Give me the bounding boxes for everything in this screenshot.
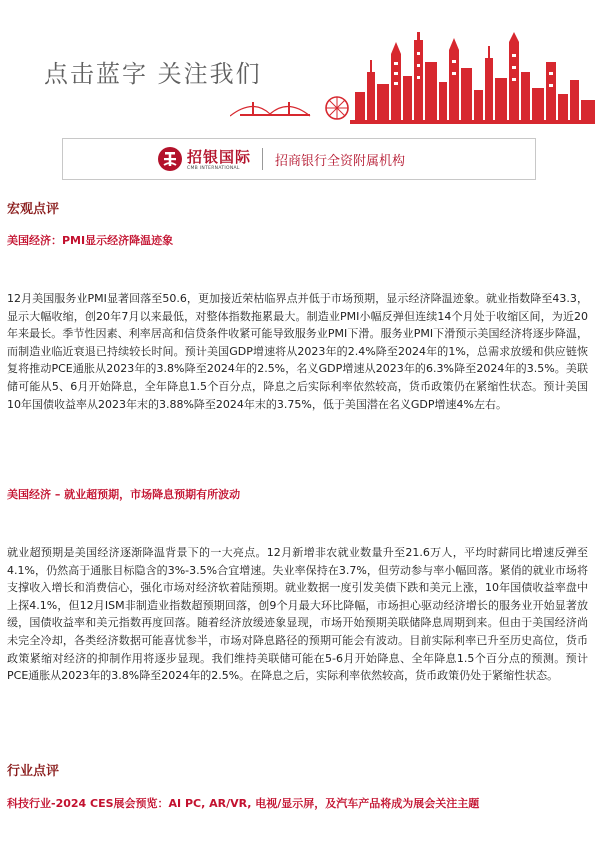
section-title-macro: 宏观点评: [7, 202, 60, 217]
brand-logo-box: [62, 138, 536, 180]
banner-slogan[interactable]: 点击蓝字 关注我们: [44, 60, 262, 88]
article-headline-pmi[interactable]: 美国经济：PMI显示经济降温迹象: [7, 234, 174, 247]
city-skyline-illustration: [230, 32, 595, 128]
logo-tagline: 招商银行全资附属机构: [275, 154, 406, 169]
section-title-industry: 行业点评: [7, 764, 60, 779]
logo-name-en: CMB INTERNATIONAL: [187, 166, 240, 171]
article-headline-ces[interactable]: 科技行业-2024 CES展会预览：AI PC, AR/VR, 电视/显示屏，及汽车产品将成为展会关注主题: [7, 797, 480, 810]
header-banner: [0, 0, 595, 128]
article-body-pmi: 12月美国服务业PMI显著回落至50.6，更加接近荣枯临界点并低于市场预期，显示经济降温迹象。就业指数降至43.3，显示大幅收缩，创20年7月以来最低，对整体指数拖累最大。制造业PMI小幅反弹但连续14个月处于收缩区间，为近20年来最长。季节性因素、利率居高和信贷条件收紧可能导致服务业PMI下滑。服务业PMI下滑预示美国经济将逐步降温，而制造业临近衰退已持续较长时间。预计美国GDP增速将从2023年的2.4%降至2024年的1%，总需求放缓和供应链恢复将推动PCE通胀从2023年的3.8%降至2024年的2.5%，名义GDP增速从2023年的6.3%降至2024年的3.5%。美联储可能从5、6月开始降息，全年降息1.5个百分点，降息之后实际利率依然较高，货币政策仍在紧缩性状态。预计美国10年国债收益率从2023年末的3.88%降至2024年末的3.75%，低于美国潜在名义GDP增速4%左右。: [7, 292, 588, 411]
logo-name-cn: 招银国际: [187, 148, 252, 166]
logo-divider: [262, 148, 263, 170]
article-headline-employment[interactable]: 美国经济 – 就业超预期，市场降息预期有所波动: [7, 488, 241, 501]
cmb-emblem-icon: [157, 146, 183, 172]
article-body-employment: 就业超预期是美国经济逐渐降温背景下的一大亮点。12月新增非农就业数量升至21.6万人，平均时薪同比增速反弹至4.1%，仍然高于通胀目标隐含的3%-3.5%合宜增速。失业率保持在3.7%，但劳动参与率小幅回落。紧俏的就业市场将支撑收入增长和消费信心，强化市场对经济软着陆预期。就业数据一度引发美债下跌和美元上涨，10年国债收益率盘中上探4.1%，但12月ISM非制造业指数超预期回落，创9个月最大环比降幅，市场担心驱动经济增长的服务业开始显著放缓，国债收益率和美元指数再度回落。随着经济放缓迹象显现，市场开始预期美联储降息周期到来。但由于美国经济尚未完全冷却，各类经济数据可能喜忧参半，市场对降息路径的预期可能会有波动。目前实际利率已升至历史高位，货币政策紧缩对经济的抑制作用将逐步显现。我们维持美联储可能在5-6月开始降息、全年降息1.5个百分点的预测。预计PCE通胀从2023年的3.8%降至2024年的2.5%。在降息之后，实际利率依然较高，货币政策仍处于紧缩性状态。: [7, 546, 588, 683]
